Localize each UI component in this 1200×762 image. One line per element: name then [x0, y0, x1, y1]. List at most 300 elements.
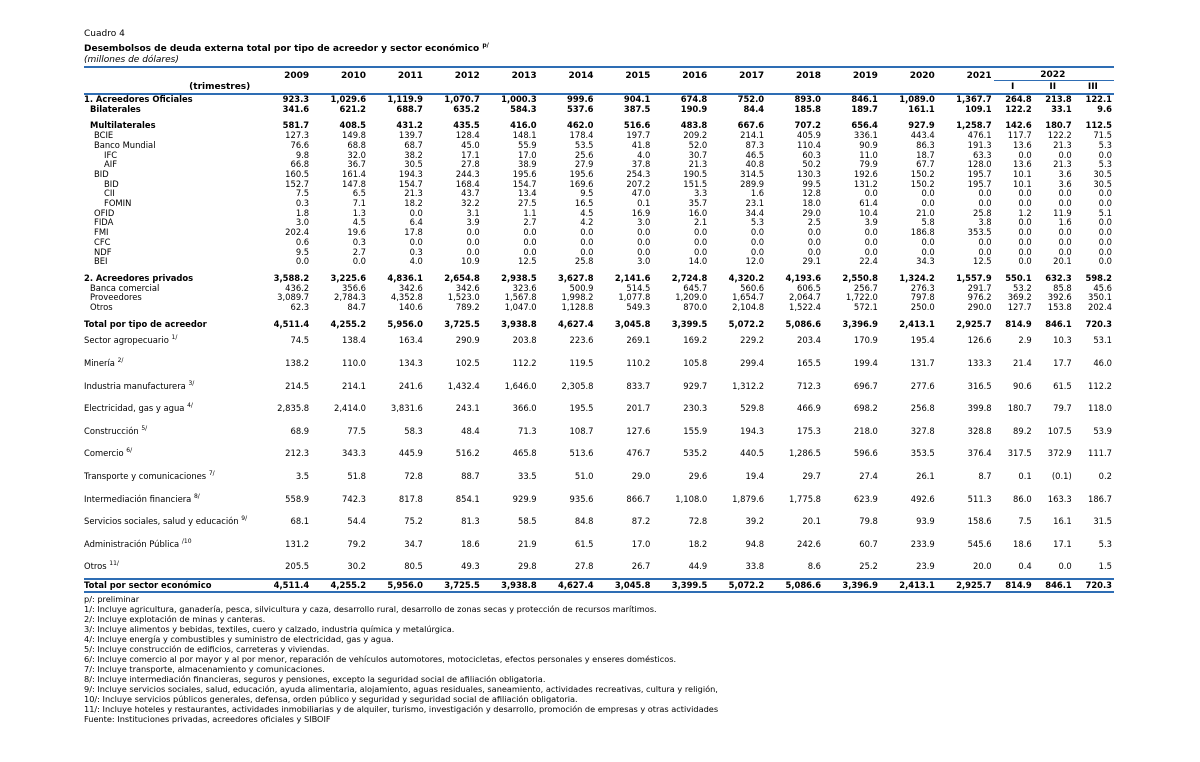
value-cell: 2,305.8	[561, 380, 594, 391]
value-cell: 90.6	[1013, 380, 1032, 391]
table-row	[84, 248, 1114, 258]
value-cell: 0.0	[409, 237, 423, 247]
value-cell: 3.6	[1058, 179, 1072, 189]
value-cell: 21.4	[1013, 358, 1032, 369]
value-cell: 68.1	[290, 516, 310, 527]
value-cell: 2,938.5	[501, 273, 537, 283]
value-cell: 264.8	[1005, 94, 1032, 104]
value-cell: 0.0	[1098, 247, 1112, 257]
table-row	[84, 303, 1114, 313]
row-label: IFC	[104, 150, 118, 160]
value-cell: 720.3	[1085, 319, 1112, 329]
row-label: FIDA	[94, 218, 114, 228]
value-cell: 29.6	[688, 471, 708, 482]
value-cell: 0.0	[1098, 199, 1112, 209]
value-cell: 584.3	[510, 104, 537, 114]
value-cell: 476.1	[967, 131, 992, 141]
row-label: OFID	[94, 208, 115, 218]
value-cell: 127.7	[1007, 303, 1032, 313]
value-cell: 68.7	[404, 140, 423, 150]
sector-row	[84, 375, 1114, 398]
value-cell: 5,956.0	[387, 319, 423, 329]
value-cell: 277.6	[910, 380, 935, 391]
sector-footnote-ref: 6/	[126, 447, 133, 455]
row-label: Total por tipo de acreedor	[84, 319, 207, 329]
value-cell: 44.9	[688, 561, 708, 572]
value-cell: 387.5	[623, 104, 651, 114]
value-cell: 443.4	[910, 131, 935, 141]
value-cell: 14.0	[688, 257, 708, 267]
value-cell: 127.3	[285, 131, 310, 141]
value-cell: 20.0	[972, 561, 992, 572]
total-value: 3,045.8	[596, 579, 653, 592]
value-cell: 3,831.6	[390, 403, 423, 414]
value-cell: 9.5	[580, 189, 594, 199]
value-cell: 923.3	[282, 94, 310, 104]
table-row	[84, 121, 1114, 131]
value-cell: 0.0	[807, 228, 822, 238]
sector-footnote-ref: 4/	[187, 402, 193, 410]
value-cell: 560.6	[740, 283, 765, 293]
total-sector-row	[84, 579, 1114, 592]
value-cell: 213.8	[1045, 94, 1072, 104]
value-cell: 3,588.2	[273, 273, 310, 283]
value-cell: 60.3	[802, 150, 822, 160]
value-cell: 74.5	[290, 335, 310, 346]
row-label: Banco Mundial	[94, 140, 156, 150]
value-cell: 5,072.2	[728, 319, 765, 329]
value-cell: 55.9	[517, 140, 537, 150]
value-cell: 4,352.8	[390, 293, 423, 303]
value-cell: 150.2	[910, 179, 935, 189]
value-cell: 72.8	[688, 516, 708, 527]
table-row	[84, 170, 1114, 180]
value-cell: 846.1	[851, 94, 878, 104]
value-cell: 79.9	[859, 160, 878, 170]
value-cell: 169.6	[569, 179, 594, 189]
value-cell: 3.3	[693, 189, 708, 199]
value-cell: 476.7	[626, 448, 651, 459]
value-cell: 1,654.7	[732, 293, 765, 303]
value-cell: 90.9	[859, 140, 878, 150]
table-row	[84, 180, 1114, 190]
value-cell: 84.8	[574, 516, 594, 527]
value-cell: 61.4	[859, 199, 878, 209]
value-cell: 38.9	[517, 160, 537, 170]
value-cell: 40.8	[745, 160, 765, 170]
header-year: 2019	[823, 67, 880, 81]
value-cell: 3,225.6	[330, 273, 367, 283]
value-cell: 9.6	[1097, 104, 1112, 114]
sector-name: Servicios sociales, salud y educación	[84, 516, 239, 527]
value-cell: 3,627.8	[558, 273, 594, 283]
value-cell: 350.1	[1088, 293, 1112, 303]
value-cell: 0.0	[1058, 189, 1072, 199]
value-cell: 10.9	[461, 257, 480, 267]
sector-row	[84, 555, 1114, 579]
table-header	[84, 67, 1114, 94]
value-cell: 27.4	[859, 471, 878, 482]
value-cell: 233.9	[910, 538, 935, 549]
total-value: 5,086.6	[766, 579, 823, 592]
header-year-spacer	[823, 81, 880, 95]
value-cell: 0.0	[1098, 150, 1112, 160]
value-cell: 0.0	[864, 189, 878, 199]
value-cell: 207.2	[626, 179, 651, 189]
value-cell: 195.6	[569, 169, 594, 179]
value-cell: 483.8	[680, 121, 708, 131]
total-value: 3,725.5	[425, 579, 482, 592]
header-year: 2021	[937, 67, 994, 81]
value-cell: 19.4	[745, 471, 765, 482]
spacer-cell	[84, 114, 1114, 121]
value-cell: 29.0	[802, 208, 822, 218]
table-row	[84, 228, 1114, 238]
value-cell: 445.9	[398, 448, 423, 459]
value-cell: 2.7	[523, 218, 537, 228]
value-cell: 168.4	[455, 179, 480, 189]
table-row	[84, 320, 1114, 330]
value-cell: 0.0	[693, 247, 708, 257]
value-cell: 0.0	[978, 247, 992, 257]
spacer-row	[84, 114, 1114, 121]
value-cell: 51.8	[347, 471, 367, 482]
value-cell: 19.6	[347, 228, 367, 238]
value-cell: 180.7	[1007, 403, 1032, 414]
value-cell: 516.2	[455, 448, 480, 459]
table-unit: (millones de dólares)	[84, 55, 179, 65]
table-row	[84, 218, 1114, 228]
table-row	[84, 257, 1114, 267]
value-cell: 623.9	[853, 493, 878, 504]
value-cell: 20.1	[1053, 257, 1072, 267]
value-cell: 3,938.8	[501, 319, 537, 329]
value-cell: 192.6	[853, 169, 878, 179]
footnote-line: 8/: Incluye intermediación financieras, seguros y pensiones, excepto la seguridad social de afiliación obligatoria.	[84, 674, 546, 684]
value-cell: 1,557.9	[956, 273, 992, 283]
table-row	[84, 274, 1114, 284]
value-cell: 52.0	[688, 140, 708, 150]
value-cell: 134.3	[398, 358, 423, 369]
value-cell: 3.9	[864, 218, 878, 228]
value-cell: 10.1	[1013, 169, 1032, 179]
value-cell: 0.0	[1018, 199, 1032, 209]
value-cell: 178.4	[569, 131, 594, 141]
value-cell: 323.6	[512, 283, 537, 293]
value-cell: 50.2	[802, 160, 822, 170]
value-cell: 27.8	[461, 160, 480, 170]
value-cell: 4.5	[580, 208, 594, 218]
row-label: Multilaterales	[90, 121, 156, 131]
value-cell: 513.6	[569, 448, 594, 459]
row-label: CFC	[94, 237, 111, 247]
value-cell: 904.1	[623, 94, 651, 104]
value-cell: 2.9	[1018, 335, 1032, 346]
footnote-line: 10/: Incluye servicios públicos generales, defensa, orden público y seguridad y seguridad social de afiliación obligatoria.	[84, 694, 578, 704]
value-cell: 22.4	[859, 257, 878, 267]
header-quarter: III	[1074, 81, 1114, 95]
sector-label	[84, 510, 254, 533]
value-cell: (0.1)	[1051, 471, 1072, 482]
value-cell: 976.2	[967, 293, 992, 303]
value-cell: 2,414.0	[334, 403, 367, 414]
value-cell: 21.3	[688, 160, 708, 170]
value-cell: 133.3	[967, 358, 992, 369]
value-cell: 5.3	[1098, 140, 1112, 150]
header-year: 2013	[482, 67, 539, 81]
value-cell: 1,522.4	[789, 303, 822, 313]
value-cell: 3,725.5	[444, 319, 480, 329]
value-cell: 372.9	[1047, 448, 1072, 459]
footnote-line: 5/: Incluye construcción de edificios, carreteras y viviendas.	[84, 644, 330, 654]
value-cell: 0.0	[864, 247, 878, 257]
value-cell: 53.1	[1093, 335, 1112, 346]
value-cell: 12.8	[802, 189, 822, 199]
value-cell: 707.2	[794, 121, 822, 131]
value-cell: 752.0	[737, 94, 765, 104]
value-cell: 0.0	[921, 247, 935, 257]
value-cell: 35.7	[688, 199, 708, 209]
value-cell: 4,511.4	[273, 319, 310, 329]
value-cell: 10.1	[1013, 179, 1032, 189]
value-cell: 214.1	[740, 131, 765, 141]
value-cell: 712.3	[797, 380, 822, 391]
value-cell: 0.0	[466, 247, 480, 257]
value-cell: 195.4	[910, 335, 935, 346]
value-cell: 366.0	[512, 403, 537, 414]
header-year: 2016	[652, 67, 709, 81]
value-cell: 0.1	[1018, 471, 1032, 482]
value-cell: 94.8	[745, 538, 765, 549]
value-cell: 111.7	[1088, 448, 1112, 459]
value-cell: 54.4	[347, 516, 367, 527]
sector-footnote-ref: 5/	[141, 424, 148, 432]
value-cell: 214.1	[342, 380, 367, 391]
value-cell: 1.2	[1018, 208, 1032, 218]
value-cell: 0.0	[807, 247, 822, 257]
row-label: FOMIN	[104, 199, 132, 209]
spacer-cell	[84, 267, 1114, 274]
value-cell: 817.8	[398, 493, 423, 504]
total-value: 5,072.2	[709, 579, 766, 592]
value-cell: 2.7	[352, 247, 367, 257]
value-cell: 180.7	[1045, 121, 1072, 131]
value-cell: 0.6	[295, 237, 310, 247]
value-cell: 63.3	[972, 150, 992, 160]
sector-name: Comercio	[84, 448, 124, 459]
value-cell: 9.8	[295, 150, 310, 160]
value-cell: 342.6	[455, 283, 480, 293]
value-cell: 86.3	[916, 140, 935, 150]
footnote-line: Fuente: Instituciones privadas, acreedores oficiales y SIBOIF	[84, 714, 331, 724]
value-cell: 17.0	[517, 150, 537, 160]
sector-row	[84, 397, 1114, 420]
value-cell: 18.6	[1013, 538, 1032, 549]
sector-footnote-ref: 9/	[241, 515, 248, 523]
value-cell: 0.0	[466, 228, 480, 238]
value-cell: 269.1	[626, 335, 651, 346]
value-cell: 18.6	[461, 538, 480, 549]
value-cell: 21.9	[517, 538, 537, 549]
value-cell: 8.7	[978, 471, 992, 482]
value-cell: 21.3	[1053, 160, 1072, 170]
value-cell: 1,879.6	[732, 493, 765, 504]
value-cell: 140.6	[398, 303, 423, 313]
value-cell: 13.6	[1013, 160, 1032, 170]
header-year-spacer	[880, 81, 937, 95]
footnote-line: 6/: Incluye comercio al por mayor y al por menor, reparación de vehículos automotores, motocicletas, efectos personales y enseres domésticos.	[84, 654, 677, 664]
value-cell: 276.3	[910, 283, 935, 293]
value-cell: 356.6	[342, 283, 367, 293]
value-cell: 0.0	[1018, 150, 1032, 160]
value-cell: 1,567.8	[504, 293, 537, 303]
value-cell: 81.3	[461, 516, 480, 527]
value-cell: 8.6	[807, 561, 822, 572]
value-cell: 87.2	[631, 516, 651, 527]
value-cell: 191.3	[967, 140, 992, 150]
value-cell: 53.2	[1013, 283, 1032, 293]
value-cell: 16.9	[631, 208, 651, 218]
sector-footnote-ref: 1/	[171, 334, 178, 342]
value-cell: 46.5	[745, 150, 765, 160]
value-cell: 131.7	[910, 358, 935, 369]
header-year-spacer	[596, 81, 653, 95]
value-cell: 1,722.0	[845, 293, 878, 303]
value-cell: 0.0	[750, 247, 765, 257]
value-cell: 12.5	[972, 257, 992, 267]
value-cell: 147.8	[342, 179, 367, 189]
value-cell: 3,089.7	[277, 293, 310, 303]
value-cell: 160.5	[285, 169, 310, 179]
table-title-text: Desembolsos de deuda externa total por tipo de acreedor y sector económico	[84, 44, 480, 54]
value-cell: 1,775.8	[789, 493, 822, 504]
value-cell: 440.5	[740, 448, 765, 459]
total-value: 5,956.0	[368, 579, 425, 592]
value-cell: 343.3	[342, 448, 367, 459]
row-label: BCIE	[94, 131, 114, 141]
value-cell: 79.2	[347, 538, 367, 549]
value-cell: 102.5	[455, 358, 480, 369]
value-cell: 462.0	[567, 121, 594, 131]
value-cell: 2,550.8	[842, 273, 878, 283]
value-cell: 26.7	[631, 561, 651, 572]
value-cell: 2,784.3	[334, 293, 367, 303]
sector-label	[84, 397, 254, 420]
value-cell: 11.9	[1053, 208, 1072, 218]
value-cell: 550.1	[1005, 273, 1032, 283]
value-cell: 291.7	[967, 283, 992, 293]
value-cell: 596.6	[853, 448, 878, 459]
value-cell: 88.7	[461, 471, 480, 482]
value-cell: 212.3	[285, 448, 310, 459]
table-row	[84, 94, 1114, 105]
value-cell: 0.0	[1098, 218, 1112, 228]
header-year-row	[84, 67, 1114, 81]
value-cell: 201.7	[626, 403, 651, 414]
total-value: 846.1	[1034, 579, 1074, 592]
value-cell: 0.0	[1018, 218, 1032, 228]
value-cell: 621.2	[339, 104, 367, 114]
table-title-superscript: p/	[482, 42, 489, 49]
value-cell: 0.0	[637, 247, 651, 257]
value-cell: 195.7	[967, 179, 992, 189]
value-cell: 1.5	[1098, 561, 1112, 572]
value-cell: 190.9	[680, 104, 708, 114]
header-year-spacer	[766, 81, 823, 95]
value-cell: 1,070.7	[444, 94, 480, 104]
value-cell: 34.4	[745, 208, 765, 218]
value-cell: 32.2	[461, 199, 480, 209]
sector-name: Transporte y comunicaciones	[84, 471, 207, 482]
value-cell: 927.9	[908, 121, 935, 131]
value-cell: 833.7	[626, 380, 651, 391]
header-year: 2020	[880, 67, 937, 81]
value-cell: 0.0	[1058, 199, 1072, 209]
value-cell: 71.5	[1093, 131, 1112, 141]
value-cell: 48.4	[461, 425, 480, 436]
value-cell: 161.1	[908, 104, 935, 114]
value-cell: 10.4	[859, 208, 878, 218]
sector-row	[84, 465, 1114, 488]
sector-name: Industria manufacturera	[84, 380, 186, 391]
document-page	[84, 29, 1114, 724]
value-cell: 5.3	[1098, 538, 1112, 549]
value-cell: 68.8	[347, 140, 367, 150]
value-cell: 13.4	[517, 189, 537, 199]
value-cell: 674.8	[680, 94, 708, 104]
value-cell: 342.6	[398, 283, 423, 293]
value-cell: 61.5	[574, 538, 594, 549]
value-cell: 0.0	[1058, 561, 1072, 572]
value-cell: 1,029.6	[330, 94, 367, 104]
value-cell: 405.9	[797, 131, 822, 141]
value-cell: 328.8	[967, 425, 992, 436]
header-year-spacer	[254, 81, 311, 95]
value-cell: 3,399.5	[671, 319, 708, 329]
value-cell: 66.8	[290, 160, 310, 170]
value-cell: 935.6	[569, 493, 594, 504]
value-cell: 1,119.9	[387, 94, 423, 104]
value-cell: 545.6	[967, 538, 992, 549]
table-row	[84, 151, 1114, 161]
value-cell: 0.0	[523, 237, 537, 247]
spacer-row	[84, 267, 1114, 274]
value-cell: 314.5	[740, 169, 765, 179]
value-cell: 186.8	[910, 228, 935, 238]
value-cell: 1,108.0	[675, 493, 708, 504]
value-cell: 870.0	[683, 303, 708, 313]
value-cell: 893.0	[794, 94, 822, 104]
value-cell: 656.4	[851, 121, 878, 131]
value-cell: 11.0	[859, 150, 878, 160]
value-cell: 61.5	[1053, 380, 1072, 391]
value-cell: 1.3	[352, 208, 367, 218]
value-cell: 112.2	[1088, 380, 1112, 391]
value-cell: 4.0	[637, 150, 651, 160]
value-cell: 1,312.2	[732, 380, 765, 391]
value-cell: 2,104.8	[732, 303, 765, 313]
sector-name: Sector agropecuario	[84, 335, 169, 346]
value-cell: 1,432.4	[447, 380, 480, 391]
value-cell: 3,045.8	[614, 319, 651, 329]
value-cell: 3.0	[295, 218, 310, 228]
value-cell: 37.8	[631, 160, 651, 170]
value-cell: 0.2	[1098, 471, 1112, 482]
value-cell: 256.8	[910, 403, 935, 414]
value-cell: 122.2	[1005, 104, 1032, 114]
value-cell: 376.4	[967, 448, 992, 459]
value-cell: 2.1	[693, 218, 708, 228]
